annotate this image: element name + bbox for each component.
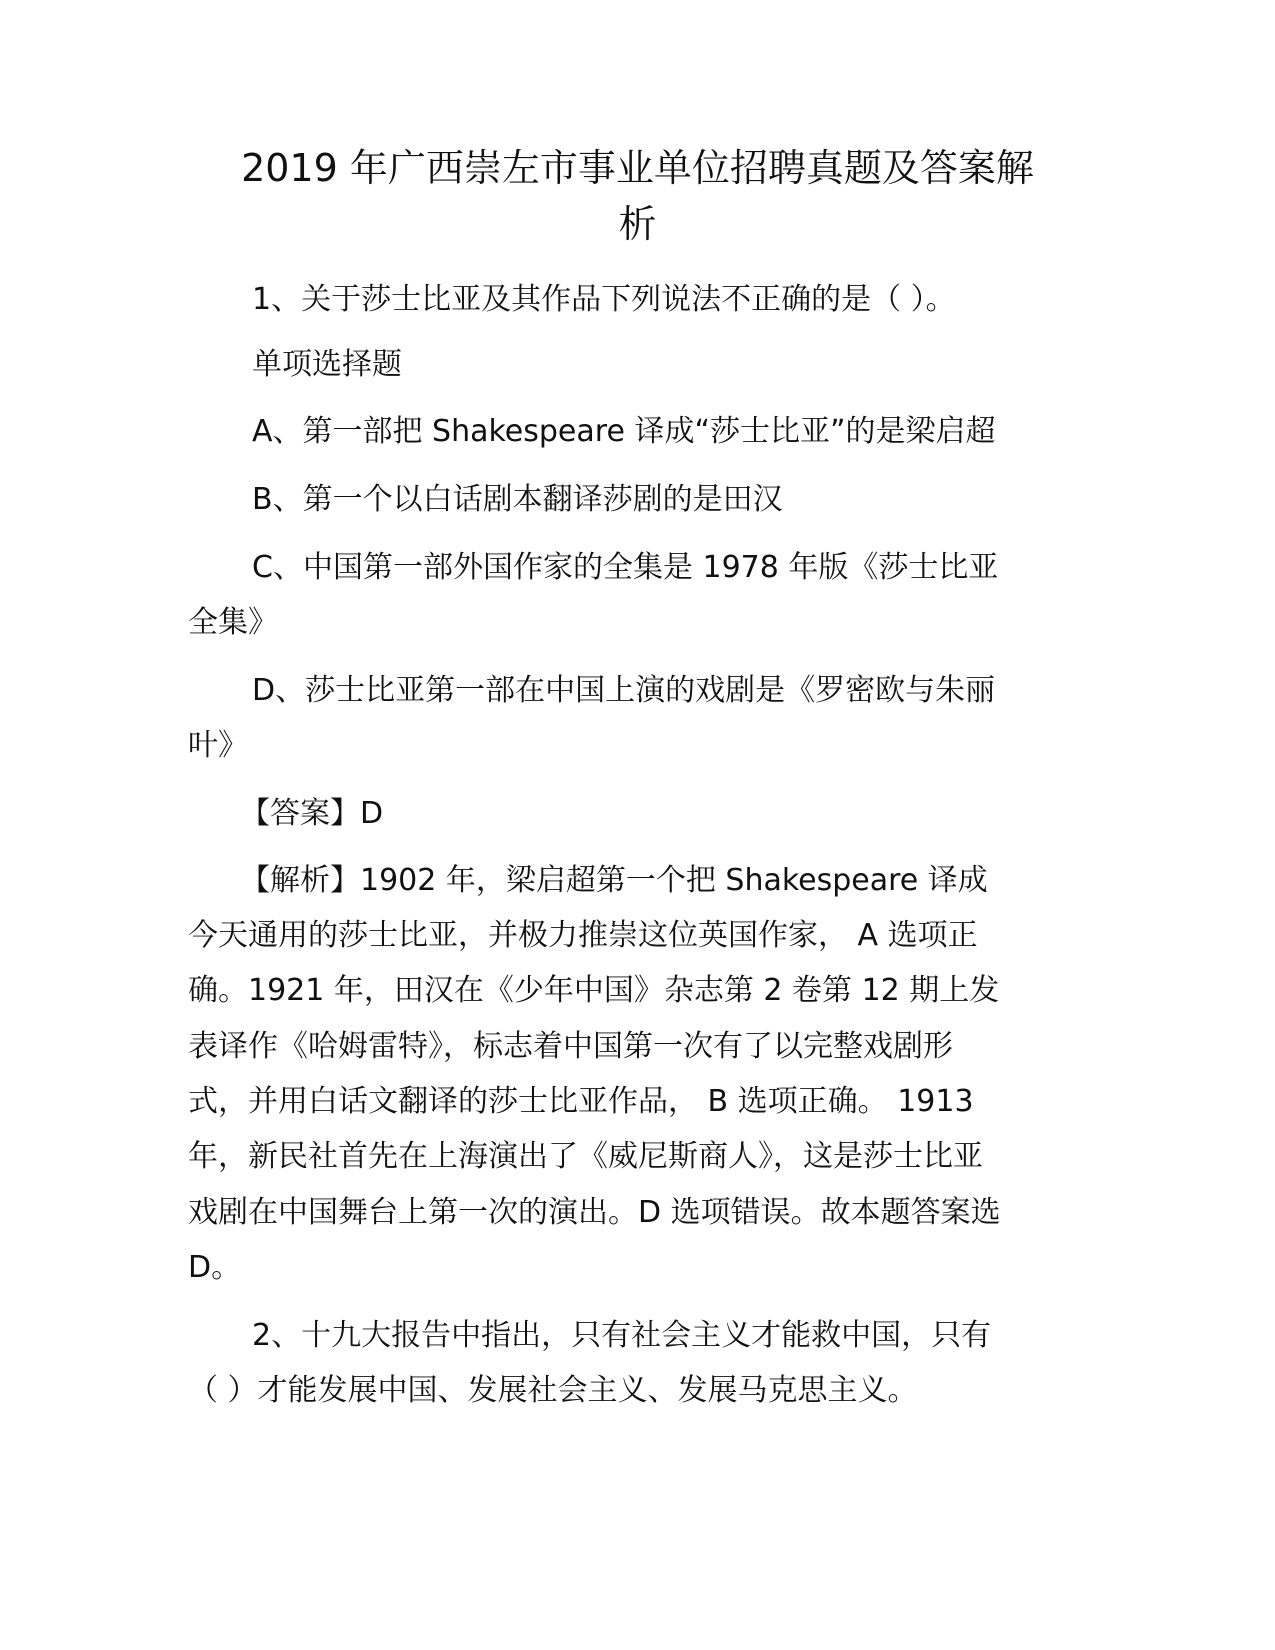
- question-1-option-c-line-2: 全集》: [188, 605, 278, 640]
- question-1-option-b: B、第一个以白话剧本翻译莎剧的是田汉: [252, 482, 783, 517]
- question-1-option-d-line-1: D、莎士比亚第一部在中国上演的戏剧是《罗密欧与朱丽: [252, 673, 996, 708]
- analysis-line-6: 年，新民社首先在上海演出了《威尼斯商人》，这是莎士比亚: [188, 1139, 983, 1174]
- analysis-line-2: 今天通用的莎士比亚，并极力推崇这位英国作家， A 选项正: [188, 918, 978, 953]
- title-line-2: 析: [618, 202, 657, 246]
- analysis-line-5: 式，并用白话文翻译的莎士比亚作品， B 选项正确。 1913: [188, 1084, 974, 1119]
- question-1-option-a: A、第一部把 Shakespeare 译成“莎士比亚”的是梁启超: [252, 414, 996, 449]
- analysis-line-4: 表译作《哈姆雷特》，标志着中国第一次有了以完整戏剧形: [188, 1029, 953, 1064]
- analysis-line-7: 戏剧在中国舞台上第一次的演出。D 选项错误。故本题答案选: [188, 1195, 1001, 1230]
- question-2-stem-line-2: （ ）才能发展中国、发展社会主义、发展马克思主义。: [188, 1373, 918, 1408]
- question-1-type: 单项选择题: [252, 347, 402, 382]
- question-1-stem: 1、关于莎士比亚及其作品下列说法不正确的是（ ）。: [252, 282, 956, 317]
- question-1-option-d-line-2: 叶》: [188, 728, 248, 763]
- question-1-option-c-line-1: C、中国第一部外国作家的全集是 1978 年版《莎士比亚: [252, 550, 999, 585]
- question-1-answer: 【答案】D: [240, 796, 384, 831]
- analysis-line-1: 【解析】1902 年，梁启超第一个把 Shakespeare 译成: [240, 863, 988, 898]
- question-2-stem-line-1: 2、十九大报告中指出，只有社会主义才能救中国，只有: [252, 1318, 992, 1353]
- document-title: [180, 140, 1095, 252]
- analysis-line-3: 确。1921 年，田汉在《少年中国》杂志第 2 卷第 12 期上发: [188, 973, 1000, 1008]
- analysis-line-8: D。: [188, 1250, 242, 1285]
- title-line-1: 2019 年广西崇左市事业单位招聘真题及答案解: [241, 146, 1034, 190]
